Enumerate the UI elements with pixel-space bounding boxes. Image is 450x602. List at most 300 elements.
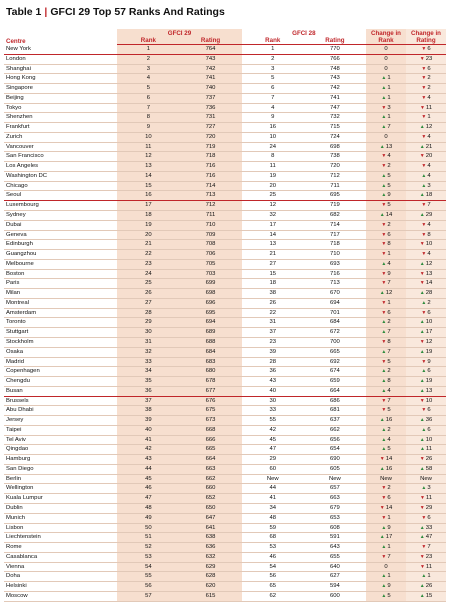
rating-28: 718 (329, 241, 340, 248)
up-triangle-icon: ▲ (381, 85, 387, 92)
down-triangle-icon: ▼ (421, 65, 427, 72)
centre-name: Shanghai (6, 65, 31, 72)
rating-29: 676 (179, 396, 241, 406)
table-row (4, 240, 446, 250)
rating-28: 653 (329, 514, 340, 521)
change-in-rating (406, 211, 446, 221)
centre-name: London (6, 55, 26, 62)
rating-29: 683 (179, 357, 241, 367)
centre-name: Beijing (6, 94, 24, 101)
change-value: 12 (425, 338, 433, 345)
rank-28: 10 (269, 133, 276, 140)
rating-29: 680 (179, 367, 241, 377)
down-triangle-icon: ▼ (381, 358, 387, 365)
down-triangle-icon: ▼ (381, 251, 387, 258)
rank-29: 54 (117, 562, 179, 572)
change-in-rating (406, 279, 446, 289)
centre-name: Edinburgh (6, 241, 33, 248)
change-in-rank (366, 230, 406, 240)
header-rating-28: Rating (304, 37, 366, 45)
down-triangle-icon: ▼ (419, 563, 425, 570)
change-value: 2 (387, 163, 391, 170)
rank-28: 68 (269, 534, 276, 541)
rank-28: 36 (269, 368, 276, 375)
change-value: 10 (425, 436, 433, 443)
rating-29: 741 (179, 74, 241, 84)
up-triangle-icon: ▲ (381, 368, 387, 375)
table-row (4, 318, 446, 328)
rating-28: 654 (329, 446, 340, 453)
table-row (4, 503, 446, 513)
change-value: 0 (384, 46, 388, 52)
rating-29: 678 (179, 377, 241, 387)
rating-28: 766 (329, 55, 340, 62)
centre-name: Qingdao (6, 446, 29, 453)
centre-name: Doha (6, 573, 21, 580)
rating-28: 711 (330, 182, 340, 189)
rank-29: 43 (117, 455, 179, 465)
rating-29: 714 (179, 181, 241, 191)
change-value: 26 (425, 583, 433, 590)
centre-name: Chengdu (6, 378, 30, 385)
up-triangle-icon: ▲ (419, 212, 425, 219)
centre-name: Geneva (6, 231, 27, 238)
change-in-rank (366, 279, 406, 289)
change-value: 11 (425, 563, 433, 570)
down-triangle-icon: ▼ (381, 153, 387, 160)
change-in-rank (366, 474, 406, 484)
change-value: 0 (384, 55, 388, 62)
down-triangle-icon: ▼ (381, 553, 387, 560)
ranks-table-container (4, 29, 446, 597)
change-in-rating (406, 533, 446, 543)
up-triangle-icon: ▲ (381, 583, 387, 590)
table-row (4, 191, 446, 201)
change-in-rank (366, 445, 406, 455)
rank-28: 4 (271, 104, 275, 111)
change-in-rating (406, 54, 446, 64)
down-triangle-icon: ▼ (381, 270, 387, 277)
up-triangle-icon: ▲ (421, 426, 427, 433)
up-triangle-icon: ▲ (419, 260, 425, 267)
change-value: 6 (387, 231, 391, 238)
change-value: 2 (387, 319, 391, 326)
change-in-rating (406, 84, 446, 94)
table-row (4, 269, 446, 279)
rank-28: 65 (269, 583, 276, 590)
table-row (4, 308, 446, 318)
change-in-rank (366, 162, 406, 172)
table-row (4, 64, 446, 74)
change-value: New (420, 475, 432, 482)
rank-29: 11 (117, 142, 179, 152)
change-in-rank (366, 240, 406, 250)
rating-28: 681 (329, 407, 340, 414)
change-value: 36 (425, 417, 433, 424)
change-in-rating (406, 269, 446, 279)
change-value: 21 (425, 143, 433, 150)
rank-29: 10 (117, 132, 179, 142)
centre-name: Tokyo (6, 104, 22, 111)
rating-29: 709 (179, 230, 241, 240)
up-triangle-icon: ▲ (381, 426, 387, 433)
table-row (4, 494, 446, 504)
rank-29: 27 (117, 298, 179, 308)
change-in-rating (406, 377, 446, 387)
table-row (4, 513, 446, 523)
down-triangle-icon: ▼ (421, 514, 427, 521)
change-value: 5 (387, 358, 391, 365)
up-triangle-icon: ▲ (381, 436, 387, 443)
down-triangle-icon: ▼ (381, 104, 387, 111)
table-row (4, 562, 446, 572)
rank-29: 42 (117, 445, 179, 455)
rank-28: 33 (269, 407, 276, 414)
change-value: 3 (427, 485, 431, 492)
change-in-rating (406, 464, 446, 474)
rating-28: 640 (329, 563, 340, 570)
down-triangle-icon: ▼ (421, 85, 427, 92)
centre-name: Kuala Lumpur (6, 495, 43, 502)
change-in-rating (406, 396, 446, 406)
rank-28: 38 (269, 290, 276, 297)
rank-29: 14 (117, 171, 179, 181)
up-triangle-icon: ▲ (379, 212, 385, 219)
change-in-rating (406, 132, 446, 142)
rank-29: 16 (117, 191, 179, 201)
change-in-rank (366, 416, 406, 426)
down-triangle-icon: ▼ (379, 456, 385, 463)
change-in-rank (366, 113, 406, 123)
change-value: 8 (427, 231, 431, 238)
change-in-rating (406, 152, 446, 162)
rank-28: 32 (269, 212, 276, 219)
change-value: 6 (387, 309, 391, 316)
rank-29: 2 (117, 54, 179, 64)
change-value: 9 (387, 524, 391, 531)
up-triangle-icon: ▲ (419, 436, 425, 443)
change-value: 1 (387, 114, 391, 121)
change-in-rank (366, 45, 406, 55)
rating-29: 628 (179, 572, 241, 582)
change-in-rating (406, 347, 446, 357)
rank-28: 56 (269, 573, 276, 580)
change-value: 33 (425, 524, 433, 531)
centre-name: Munich (6, 514, 25, 521)
up-triangle-icon: ▲ (379, 417, 385, 424)
down-triangle-icon: ▼ (421, 202, 427, 209)
change-value: 4 (427, 221, 431, 228)
change-in-rank (366, 142, 406, 152)
rating-29: 689 (179, 328, 241, 338)
change-value: 14 (385, 212, 393, 219)
rank-28: 22 (269, 309, 276, 316)
up-triangle-icon: ▲ (381, 524, 387, 531)
change-in-rating (406, 74, 446, 84)
change-value: 1 (387, 251, 391, 258)
centre-name: Lisbon (6, 524, 24, 531)
change-in-rank (366, 513, 406, 523)
change-in-rank (366, 503, 406, 513)
table-row (4, 103, 446, 113)
up-triangle-icon: ▲ (379, 290, 385, 297)
table-row (4, 132, 446, 142)
rating-29: 716 (179, 162, 241, 172)
down-triangle-icon: ▼ (419, 397, 425, 404)
change-in-rating (406, 103, 446, 113)
change-value: 5 (387, 172, 391, 179)
rank-29: 5 (117, 84, 179, 94)
table-row (4, 93, 446, 103)
rank-28: 20 (269, 182, 276, 189)
change-in-rank (366, 406, 406, 416)
change-value: 6 (427, 46, 431, 52)
rating-28: 701 (329, 309, 340, 316)
centre-name: Moscow (6, 592, 28, 599)
change-in-rating (406, 259, 446, 269)
change-in-rating (406, 289, 446, 299)
change-in-rank (366, 494, 406, 504)
rating-28: 682 (329, 212, 340, 219)
rating-29: 647 (179, 513, 241, 523)
table-row (4, 123, 446, 133)
rating-29: 710 (179, 220, 241, 230)
rank-28: 28 (269, 358, 276, 365)
rank-29: 35 (117, 377, 179, 387)
rank-29: 47 (117, 494, 179, 504)
rank-28: 62 (269, 592, 276, 599)
rating-28: 656 (329, 436, 340, 443)
down-triangle-icon: ▼ (381, 485, 387, 492)
up-triangle-icon: ▲ (419, 319, 425, 326)
change-value: 19 (425, 378, 433, 385)
centre-name: Brussels (6, 397, 29, 404)
table-row (4, 201, 446, 211)
rank-28: 13 (269, 241, 276, 248)
up-triangle-icon: ▲ (419, 417, 425, 424)
change-in-rank (366, 484, 406, 494)
centre-name: San Francisco (6, 153, 44, 160)
change-in-rating (406, 484, 446, 494)
change-value: 1 (427, 114, 431, 121)
header-change-rating-sub: Rating (406, 37, 446, 45)
change-in-rating (406, 572, 446, 582)
rating-28: 672 (329, 329, 340, 336)
change-in-rating (406, 64, 446, 74)
down-triangle-icon: ▼ (379, 504, 385, 511)
change-in-rating (406, 357, 446, 367)
up-triangle-icon: ▲ (419, 465, 425, 472)
rank-28: 43 (269, 378, 276, 385)
up-triangle-icon: ▲ (419, 592, 425, 599)
change-value: 9 (387, 192, 391, 199)
rank-28: 15 (269, 270, 276, 277)
change-value: 7 (387, 124, 391, 131)
table-row (4, 543, 446, 553)
table-body (4, 45, 446, 602)
up-triangle-icon: ▲ (381, 544, 387, 551)
change-in-rank (366, 396, 406, 406)
table-row (4, 572, 446, 582)
change-value: 7 (427, 544, 431, 551)
rank-29: 13 (117, 162, 179, 172)
table-row (4, 533, 446, 543)
change-in-rating (406, 113, 446, 123)
change-value: 13 (425, 270, 433, 277)
up-triangle-icon: ▲ (381, 172, 387, 179)
change-value: 15 (425, 592, 433, 599)
rank-28: 3 (271, 65, 275, 72)
down-triangle-icon: ▼ (419, 280, 425, 287)
table-row (4, 45, 446, 55)
change-value: 7 (427, 202, 431, 209)
rank-29: 30 (117, 328, 179, 338)
rank-28: 12 (269, 202, 276, 209)
rating-28: New (329, 475, 341, 482)
rank-29: 46 (117, 484, 179, 494)
change-value: 5 (387, 182, 391, 189)
rank-28: 46 (269, 553, 276, 560)
centre-name: Vancouver (6, 143, 34, 150)
rank-29: 48 (117, 503, 179, 513)
header-centre: Centre (6, 37, 26, 45)
change-in-rating (406, 416, 446, 426)
change-in-rating (406, 162, 446, 172)
down-triangle-icon: ▼ (419, 104, 425, 111)
rating-28: 684 (329, 319, 340, 326)
rank-28: 45 (269, 436, 276, 443)
table-row (4, 259, 446, 269)
change-in-rank (366, 562, 406, 572)
rating-29: 703 (179, 269, 241, 279)
up-triangle-icon: ▲ (421, 573, 427, 580)
centre-name: Stockholm (6, 338, 34, 345)
change-in-rank (366, 357, 406, 367)
change-in-rank (366, 455, 406, 465)
rating-28: 591 (329, 534, 340, 541)
header-rank-29: Rank (117, 37, 179, 45)
rating-29: 652 (179, 494, 241, 504)
down-triangle-icon: ▼ (421, 114, 427, 121)
table-row (4, 328, 446, 338)
centre-name: Helsinki (6, 583, 27, 590)
up-triangle-icon: ▲ (419, 534, 425, 541)
centre-name: Jersey (6, 417, 24, 424)
centre-name: Dublin (6, 504, 23, 511)
rating-29: 694 (179, 318, 241, 328)
change-value: 29 (425, 504, 433, 511)
rating-28: 743 (329, 75, 340, 82)
change-in-rank (366, 64, 406, 74)
table-row (4, 171, 446, 181)
change-value: 6 (427, 368, 431, 375)
up-triangle-icon: ▲ (381, 329, 387, 336)
change-in-rank (366, 543, 406, 553)
up-triangle-icon: ▲ (381, 124, 387, 131)
header-change-rating: Change in (406, 29, 446, 37)
rank-28: 39 (269, 348, 276, 355)
down-triangle-icon: ▼ (421, 309, 427, 316)
table-row (4, 406, 446, 416)
table-row (4, 152, 446, 162)
change-in-rating (406, 191, 446, 201)
down-triangle-icon: ▼ (421, 231, 427, 238)
down-triangle-icon: ▼ (421, 163, 427, 170)
rating-28: 741 (329, 94, 340, 101)
down-triangle-icon: ▼ (381, 163, 387, 170)
rating-28: 690 (329, 456, 340, 463)
change-value: 6 (387, 495, 391, 502)
centre-name: Busan (6, 387, 23, 394)
down-triangle-icon: ▼ (381, 495, 387, 502)
rank-28: 40 (269, 387, 276, 394)
change-value: 3 (427, 182, 431, 189)
rating-29: 650 (179, 503, 241, 513)
table-row (4, 279, 446, 289)
rank-29: 4 (117, 74, 179, 84)
change-value: 13 (425, 387, 433, 394)
change-in-rank (366, 464, 406, 474)
rank-29: 19 (117, 220, 179, 230)
change-value: 1 (387, 544, 391, 551)
down-triangle-icon: ▼ (421, 358, 427, 365)
up-triangle-icon: ▲ (379, 534, 385, 541)
change-value: 4 (427, 94, 431, 101)
rank-28: 59 (269, 524, 276, 531)
change-in-rating (406, 230, 446, 240)
centre-name: Tel Aviv (6, 436, 26, 443)
rank-28: 6 (271, 85, 275, 92)
rating-29: 641 (179, 523, 241, 533)
down-triangle-icon: ▼ (419, 504, 425, 511)
up-triangle-icon: ▲ (421, 182, 427, 189)
rating-29: 668 (179, 425, 241, 435)
down-triangle-icon: ▼ (421, 133, 427, 140)
change-in-rating (406, 543, 446, 553)
rank-29: 22 (117, 250, 179, 260)
up-triangle-icon: ▲ (421, 299, 427, 306)
up-triangle-icon: ▲ (421, 368, 427, 375)
up-triangle-icon: ▲ (379, 143, 385, 150)
rating-28: 694 (329, 299, 340, 306)
table-row (4, 337, 446, 347)
change-value: 7 (387, 553, 391, 560)
rating-29: 727 (179, 123, 241, 133)
change-in-rank (366, 74, 406, 84)
up-triangle-icon: ▲ (419, 143, 425, 150)
table-row (4, 357, 446, 367)
table-row (4, 74, 446, 84)
rank-28: 1 (271, 46, 275, 52)
change-in-rank (366, 269, 406, 279)
centre-name: Frankfurt (6, 124, 30, 131)
rank-28: 14 (269, 231, 276, 238)
down-triangle-icon: ▼ (419, 338, 425, 345)
table-row (4, 347, 446, 357)
rating-29: 696 (179, 298, 241, 308)
change-value: New (380, 475, 392, 482)
rank-29: 20 (117, 230, 179, 240)
centre-name: Madrid (6, 358, 25, 365)
change-in-rank (366, 191, 406, 201)
change-value: 9 (387, 270, 391, 277)
change-in-rank (366, 308, 406, 318)
rating-28: 693 (329, 260, 340, 267)
rating-29: 675 (179, 406, 241, 416)
rank-28: 26 (269, 299, 276, 306)
centre-name: Guangzhou (6, 251, 37, 258)
down-triangle-icon: ▼ (419, 241, 425, 248)
